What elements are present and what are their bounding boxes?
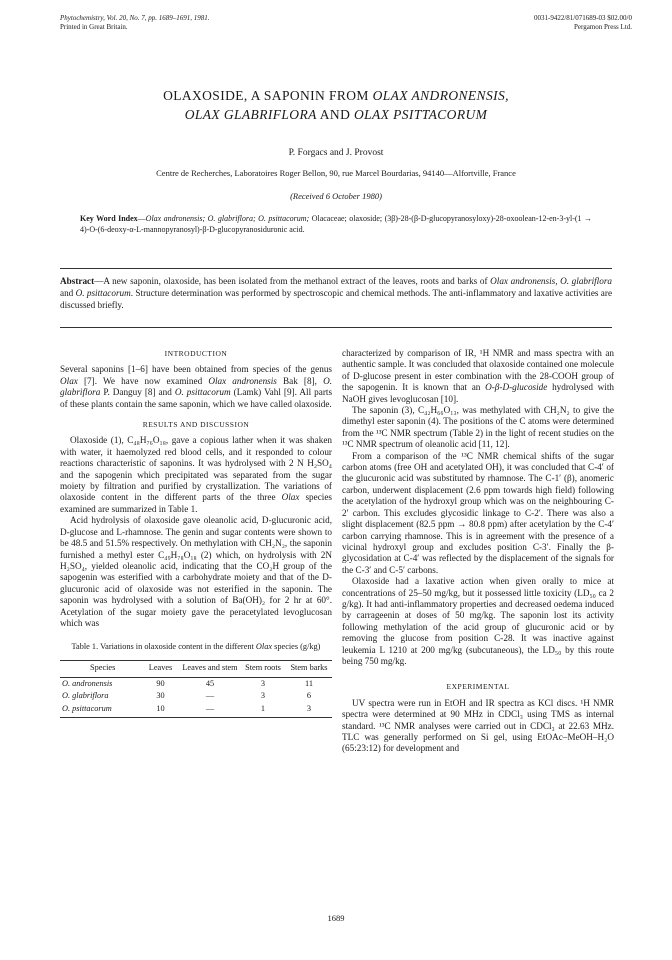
table-row: [60, 690, 332, 703]
table-cell: 30: [156, 691, 165, 701]
abstract: [60, 275, 612, 311]
section-heading-results: RESULTS AND DISCUSSION: [142, 420, 250, 430]
table-olaxoside-content: [60, 660, 332, 718]
table-row: [60, 677, 332, 690]
species-name: O. psittacorum: [174, 387, 231, 398]
table-cell: 6: [306, 691, 312, 701]
keyword-species: Olax andronensis; O. glabriflora; O. psittacorum;: [145, 214, 310, 223]
table-header: Leaves: [141, 661, 180, 678]
abstract-text: and: [60, 288, 76, 298]
rule-top: [60, 268, 612, 269]
table-cell: O. psittacorum: [60, 703, 141, 718]
keyword-dash: —: [137, 214, 146, 223]
printed-note: Printed in Great Britain.: [60, 23, 128, 31]
publisher: Pergamon Press Ltd.: [573, 23, 632, 31]
right-column: [342, 348, 614, 755]
table-cell: 11: [305, 678, 313, 688]
table-header: Leaves and stem: [180, 661, 240, 678]
intro-paragraph: [60, 364, 332, 410]
table-cell: 3: [260, 691, 266, 701]
text-run: [7]. We have now examined: [77, 375, 209, 386]
species-name: Olax: [281, 492, 300, 503]
table-cell: 3: [286, 703, 332, 718]
table-cell: 90: [156, 678, 165, 688]
page-number: 1689: [327, 913, 345, 923]
keyword-label: Key Word Index: [80, 214, 138, 223]
abstract-text: . Structure determination was performed by spectroscopic and chemical methods. The anti-inflammatory and laxative activities are discussed briefly.: [60, 288, 613, 310]
results-paragraph-4: The saponin (3), C₄₂H₆₆O₁₃, was methylated with CH₂N₂ to give the dimethyl ester saponin (4). The positions of the C atoms were determined from the ¹³C NMR spectrum (Table 2) in the light of recent studies on the ¹³C NMR spectrum of oleanolic acid [11, 12].: [342, 405, 614, 450]
affiliation: Centre de Recherches, Laboratoires Roger Bellon, 90, rue Marcel Bourdarias, 94140—Alfortville, France: [156, 168, 516, 178]
running-header-right: [534, 14, 632, 32]
article-title: [40, 86, 632, 124]
text-run: Olaxoside (1), C₄₈H₇₆O₁₈, gave a copious lather when it was shaken with water, it haemolyzed red blood cells, and it responded to colour reactions characteristic of saponins. It was hydrolysed with 2 N H₂SO₄ and the sapogenin which precipitated was separated from the sugar moiety by filtration and purified by crystallization. The variations of olaxoside content in the different parts of the three: [60, 435, 332, 503]
table-header: Species: [60, 661, 141, 678]
table-cell: O. andronensis: [62, 678, 113, 688]
title-species: OLAX ANDRONENSIS,: [372, 88, 509, 103]
results-paragraph-1: [60, 435, 332, 515]
section-heading-experimental: EXPERIMENTAL: [446, 682, 510, 692]
results-paragraph-5: From a comparison of the ¹³C NMR chemical shifts of the sugar carbon atoms (free OH and acetylated OH), it was concluded that C-4′ of the glucuronic acid was substituted by rhamnose. The C-1′ (β), anomeric carbon, underwent displacement (2.6 ppm towards high field) following the acetylation of the hydroxyl group which was on the neighbouring C-2′ carbon. This excludes glycosidic linkage to C-2′. There was also a slight displacement (82.5 ppm → 80.8 ppm) after acetylation by the C-4′ carbon carrying rhamnose. This is in agreement with the presence of a vicinal hydroxyl group and excludes position C-3′. Finally the β-glycosidation at C-4′ was reflected by the displacement of the signals for the C-3′ and C-5′ carbons.: [342, 450, 614, 575]
text-run: (Lamk) Vahl [9]. All parts of these plants contain the same saponin, which we have called olaxoside.: [60, 387, 333, 409]
table-cell: —: [205, 691, 215, 701]
section-heading-introduction: INTRODUCTION: [164, 349, 228, 358]
title-species: OLAX GLABRIFLORA: [184, 107, 317, 122]
table-cell: 10: [141, 703, 180, 718]
article-code: 0031-9422/81/071689-03 $02.00/0: [534, 14, 632, 22]
results-paragraph-6: Olaxoside had a laxative action when given orally to mice at concentrations of 25–50 mg/kg, but it possessed little toxicity (LD₅₀ ca 2 g/kg). It had anti-inflammatory properties and decreased oedema induced by carrageenin at doses of 50 mg/kg. The saponin lost its activity following methylation of the acid group of glucuronic acid or by removing the glucose from position C-28. It was inactive against leukemia L 1210 at 200 mg/kg (subcutaneous), the LD₅₀ by this route being 750 mg/kg.: [342, 576, 614, 666]
species-name: Olax: [60, 375, 78, 386]
abstract-species: Olax andronensis, O. glabriflora: [490, 276, 612, 286]
left-column: [60, 348, 332, 718]
journal-citation: Phytochemistry, Vol. 20, No. 7, pp. 1689–1691, 1981.: [60, 14, 210, 22]
caption-text: species (g/kg): [272, 642, 321, 652]
rule-bottom: [60, 327, 612, 328]
table-cell: —: [180, 703, 240, 718]
table-cell: O. glabriflora: [62, 691, 109, 701]
table-header: Stem roots: [240, 661, 286, 678]
text-run: Several saponins [1–6] have been obtained from species of the genus: [60, 364, 332, 375]
keyword-index: [80, 213, 592, 235]
species-name: O. glabriflora: [60, 375, 332, 398]
text-run: species examined are summarized in Table 1.: [60, 492, 332, 514]
caption-text: Table 1. Variations in olaxoside content in the different: [71, 642, 256, 652]
text-run: P. Danguy [8] and: [100, 387, 175, 398]
abstract-label: Abstract: [60, 276, 95, 286]
experimental-paragraph: UV spectra were run in EtOH and IR spectra as KCl discs. ¹H NMR spectra were determined at 90 MHz in CDCl₃ using TMS as internal standard. ¹³C NMR analyses were carried out in CDCl₃ at 22.63 MHz. TLC was generally performed on Si gel, using EtOAc–MeOH–H₂O (65:23:12) for development and: [342, 697, 614, 754]
caption-species: Olax: [255, 642, 273, 652]
title-part: AND: [316, 107, 354, 122]
species-name: Olax andronensis: [208, 375, 277, 386]
authors: P. Forgacs and J. Provost: [288, 148, 384, 158]
results-paragraph-2: Acid hydrolysis of olaxoside gave oleanolic acid, D-glucuronic acid, D-glucose and L-rhamnose. The genin and sugar contents were shown to be 48.5 and 51.5% respectively. On methylation with CH₂N₂, the saponin furnished a methyl ester C₄₉H₇₈O₁₈ (2) which, on hydrolysis with 2N H₂SO₄, yielded oleanolic acid, indicating that the CO₂H group of the sapogenin was esterified with a carbohydrate moiety and that of the D-glucuronic acid of olaxoside was not esterified in the saponin. The saponin was hydrolysed with a solution of Ba(OH)₂ for 2 hr at 60°. Acetylation of the sugar moiety gave the peracetylated levoglucosan which was: [60, 515, 332, 628]
abstract-text: —A new saponin, olaxoside, has been isolated from the methanol extract of the leaves, roots and barks of: [94, 276, 491, 286]
table-cell: 45: [205, 678, 215, 688]
title-species: OLAX PSITTACORUM: [354, 107, 488, 122]
title-part: OLAXOSIDE, A SAPONIN FROM: [163, 88, 373, 103]
running-header-left: [60, 14, 210, 32]
table-header: Stem barks: [286, 661, 332, 678]
table-cell: 3: [260, 678, 266, 688]
text-run: characterized by comparison of IR, ¹H NMR and mass spectra with an authentic sample. It was concluded that olaxoside contained one molecule of D-glucose present in ester combination with the 28-COOH group of the sapogenin. It is known that an: [342, 348, 614, 393]
table-cell: 1: [240, 703, 286, 718]
keyword-rest: Olacaceae; olaxoside; (3β)-28-(β-D-glucopyranosyloxy)-28-oxoolean-12-en-3-yl-(1 → 4)-O-(6-deoxy-α-L-mannopyranosyl)-β-D-glucopyranosiduronic acid.: [80, 214, 592, 234]
table-row: [60, 703, 332, 718]
table-caption: [60, 641, 332, 652]
abstract-species: O. psittacorum: [75, 288, 131, 298]
results-paragraph-3: [342, 348, 614, 405]
text-run: hydrolysed with NaOH gives levoglucosan [10].: [342, 382, 614, 404]
italic-term: O-β-D-glucoside: [485, 382, 548, 393]
text-run: Bak [8],: [276, 375, 324, 386]
received-date: (Received 6 October 1980): [290, 191, 382, 201]
